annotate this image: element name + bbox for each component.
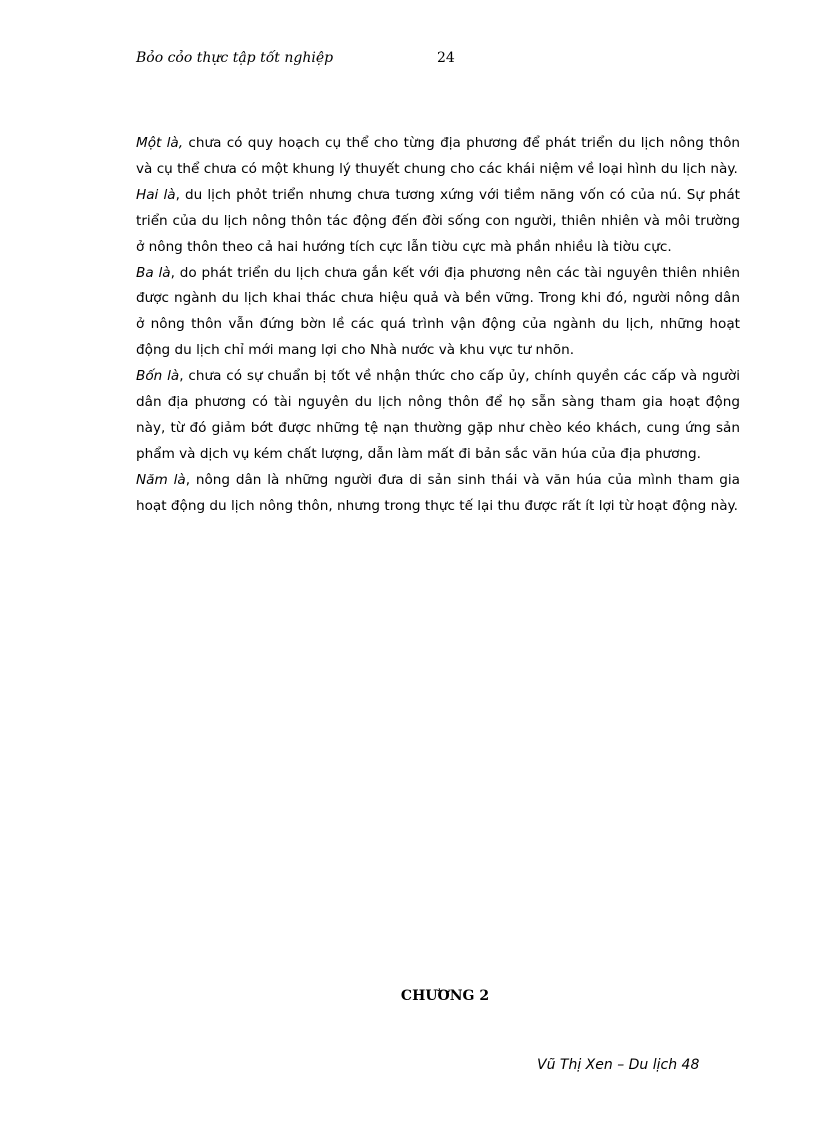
paragraph-text: , nông dân là những người đưa di sản sinh thái và văn húa của mình tham gia hoạt động du lịch nông thôn, nhưng trong thực tế lại thu được rất ít lợi từ hoạt động này.: [136, 471, 741, 514]
paragraph-4: [136, 364, 740, 468]
paragraph-text: , do phát triển du lịch chưa gắn kết với địa phương nên các tài nguyên thiên nhiên được ngành du lịch khai thác chưa hiệu quả và bền vững. Trong khi đó, người nông dân ở nông thôn vẫn đứng bờn lề các quá trình vận động của ngành du lịch, những hoạt động du lịch chỉ mới mang lợi cho Nhà nước và khu vực tư nhõn.: [136, 264, 740, 359]
page-number: 24: [437, 50, 455, 66]
paragraph-lead: Năm là: [136, 471, 186, 488]
body-text: [136, 131, 740, 520]
page-footer: Vũ Thị Xen – Du lịch 48: [537, 1057, 700, 1073]
paragraph-1: [136, 131, 740, 183]
paragraph-lead: Hai là: [136, 186, 176, 203]
chapter-heading: CHƯƠNG 2: [400, 988, 490, 1004]
report-title: Bỏo cỏo thực tập tốt nghiệp: [136, 50, 334, 66]
paragraph-3: [136, 261, 740, 365]
paragraph-text: , chưa có sự chuẩn bị tốt về nhận thức cho cấp ủy, chính quyền các cấp và người dân địa phương có tài nguyên du lịch nông thôn để họ sẵn sàng tham gia hoạt động này, từ đó giảm bớt được những tệ nạn thường gặp như chèo kéo khách, cung ứng sản phẩm và dịch vụ kém chất lượng, dẫn làm mất đi bản sắc văn húa của địa phương.: [136, 368, 740, 462]
paragraph-text: chưa có quy hoạch cụ thể cho từng địa phương để phát triển du lịch nông thôn và cụ thể chưa có một khung lý thuyết chung cho các khái niệm về loại hình du lịch này.: [136, 135, 741, 177]
page-header: [136, 50, 696, 70]
paragraph-5: [136, 468, 740, 520]
paragraph-lead: Bốn là: [136, 368, 180, 385]
paragraph-lead: Ba là: [136, 264, 171, 281]
paragraph-text: , du lịch phỏt triển nhưng chưa tương xứng với tiềm năng vốn có của nú. Sự phát triển của du lịch nông thôn tác động đến đời sống con người, thiên nhiên và môi trường ở nông thôn theo cả hai hướng tích cực lẫn tiờu cực mà phần nhiều là tiờu cực.: [136, 186, 741, 255]
paragraph-2: [136, 183, 740, 261]
paragraph-lead: Một là,: [136, 135, 184, 151]
